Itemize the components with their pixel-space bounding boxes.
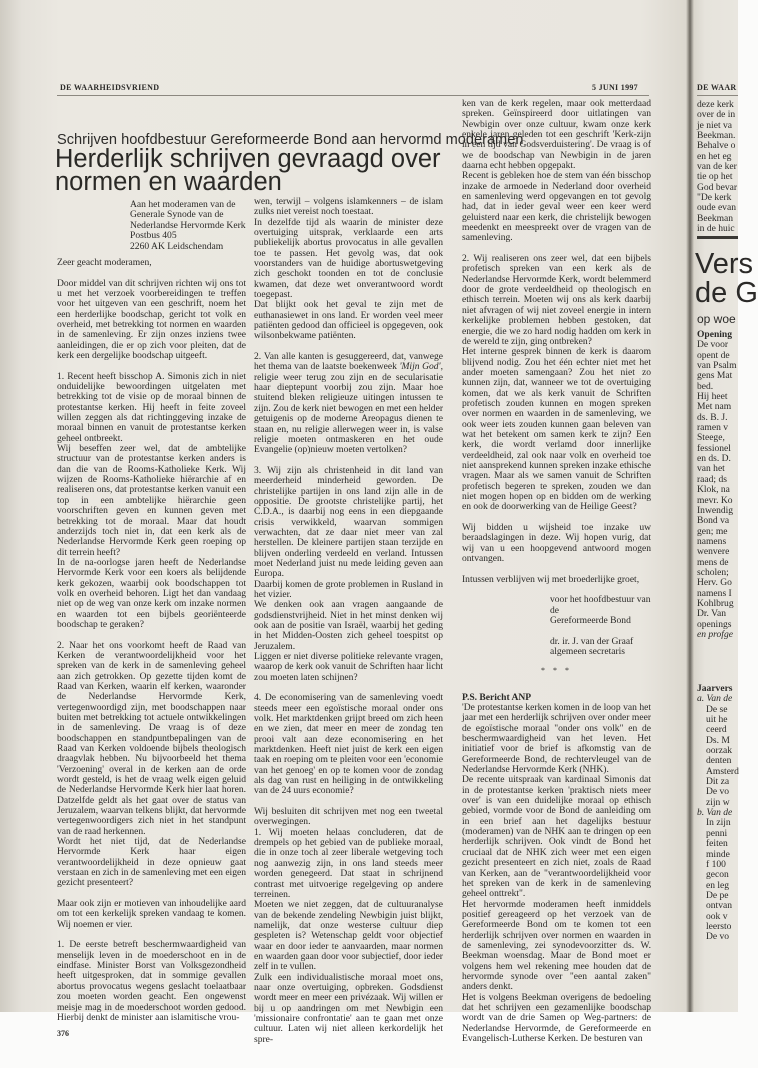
paragraph: Wordt het niet tijd, dat de Nederlandse Hervormde Kerk haar eigen verantwoordelijkheid in deze opnieuw gaat verstaan en zich in de samenleving met een eigen gezicht presenteert? <box>57 836 246 889</box>
paragraph: Het interne gesprek binnen de kerk is daarom blijvend nodig. Zou het één echter niet met het ander moeten samengaan? Zou het niet zo kunnen zijn, dat, wanneer we tot de overtuiging komen, dat we als kerk vanuit de Schriften profetisch zouden kunnen en mogen spreken over normen en waarden in de samenleving, we ook weer iets zouden kunnen gaan beleven van wat het betekent om samen kerk te zijn? Een kerk, die wordt verlamd door innerlijke verdeeldheid, zal ook naar volk en overheid toe niet aansprekend kunnen spreken inzake ethische vragen. Maar als we samen vanuit de Schriften profetisch begeren te spreken, zouden we dan niet mogen hopen op en bidden om de werking en ook de doorwerking van de Heilige Geest? <box>462 346 651 513</box>
text-line: Dit za <box>706 776 730 788</box>
text-line: Behalve o <box>697 140 736 152</box>
paragraph: In de na-oorlogse jaren heeft de Nederlandse Hervormde Kerk voor een koers als belijdende kerk gekozen, waarbij ook boodschappen tot volk en overheid behoren. Ligt het dan vandaag niet op de weg van onze kerk om inzake normen en waarden tot een bijbels georiënteerde boodschap te geraken? <box>57 556 246 630</box>
paragraph: 2. Wij realiseren ons zeer wel, dat een bijbels profetisch spreken van een kerk als de Nederlandse Hervormde Kerk, wordt belemmerd door de grote verdeeldheid op theologisch en ethisch terrein. Moeten wij ons als kerk daarbij niet afvragen of wij niet zoveel energie in intern kerkelijke problemen hebben gestoken, dat energie, die we zo hard nodig hadden om kerk in de wereld te zijn, ging ontbreken? <box>462 253 651 347</box>
text-line: Beekman. <box>697 130 736 142</box>
column-3 <box>462 99 651 1044</box>
address-line: Postbus 405 <box>130 230 177 242</box>
paragraph: Wij bidden u wijsheid toe inzake uw beraadslagingen in deze. Wij hopen vurig, dat wij van u een hoopgevend antwoord mogen ontvangen. <box>462 522 651 565</box>
text-line: gen; me <box>697 525 728 537</box>
text-line: over de in <box>697 109 736 121</box>
text-line: Klok, na <box>697 484 730 496</box>
next-page-top-text <box>697 100 738 234</box>
text-line: Ds. M <box>706 734 730 746</box>
text-line: gecon <box>706 869 729 881</box>
paragraph: ken van de kerk regelen, maar ook metterdaad spreken. Geïnspireerd door uitlatingen van Newbigin over onze cultuur, kwam onze kerk enkele jaren geleden tot een geschrift 'Kerk-zijn in een tijd van Godsverduistering'. De vraag is of we de boodschap van Newbigin in de jaren daarna echt hebben opgepakt. <box>462 98 651 172</box>
article-headline: Herderlijk schrijven gevraagd over normen en waarden <box>55 145 441 196</box>
next-page-header: DE WAAR <box>697 83 737 92</box>
text-line: mevr. Ko <box>697 494 733 506</box>
paragraph: Maar ook zijn er motieven van inhoudelijke aard om tot een kerkelijk spreken vandaag te komen. Wij noemen er vier. <box>57 898 246 930</box>
paragraph: Het hervormde moderamen heeft inmiddels positief gereageerd op het verzoek van de Gereformeerde Bond om te komen tot een herderlijk schrijven over normen en waarden in de samenleving, zei synodevoorzitter ds. W. Beekman woensdag. Maar de Bond moet er volgens hem wel rekening mee houden dat de hervormde synode over "een aantal zaken" anders denkt. <box>462 898 651 993</box>
next-header-rule <box>697 95 738 96</box>
text-line: Inwendig <box>697 504 734 516</box>
text-line: van Psalm <box>697 360 737 372</box>
address-line: Generale Synode van de <box>130 209 224 221</box>
issue-date: 5 JUNI 1997 <box>592 83 638 92</box>
paragraph: Daarbij komen de grote problemen in Rusland in het vizier. <box>254 578 443 600</box>
paragraph <box>254 352 443 455</box>
text-line: ceerd <box>706 724 727 736</box>
recipient-address <box>130 200 246 252</box>
text: , religie weer terug zou zijn en de secularisatie haar dieptepunt voorbij zou zijn. Maar hoe stuitend bleken religieuze uitingen intussen te zijn. Zou de kerk niet bewogen en met een helder getuigenis op de moderne Areopagus dienen te staan en, nu religie allerwegen weer in, is valse religie moeten ontmaskeren en het oude Evangelie (op)nieuw moeten vertolken? <box>254 361 443 456</box>
text-line: en het eg <box>697 150 732 162</box>
signature-line: voor het hoofdbestuur van de <box>550 594 651 616</box>
text-line: deze kerk <box>697 99 734 110</box>
text-line: oorzak <box>706 745 732 757</box>
next-page-opening <box>697 330 738 640</box>
text-line: gens Mat <box>697 370 733 382</box>
signature-line: Gereformeerde Bond <box>550 615 631 626</box>
paragraph: Wij besluiten dit schrijven met nog een tweetal overwegingen. <box>254 806 443 828</box>
signature-line: dr. ir. J. van der Graaf <box>550 635 634 647</box>
text-line: ramen v <box>697 422 729 434</box>
address-line: 2260 AK Leidschendam <box>130 240 224 252</box>
text-line: Bond va <box>697 515 730 527</box>
text-line: Kohlbrug <box>697 597 734 609</box>
address-line: Aan het moderamen van de <box>130 199 236 210</box>
paragraph: 'De protestantse kerken komen in de loop van het jaar met een herderlijk schrijven over onder meer de egoïstische moraal "onder ons volk" en de beschermwaardigheid van het leven. Het initiatief voor de brief is afkomstig van de Gereformeerde Bond, de rechtervleugel van de Nederlandse Hervormde Kerk (NHK). <box>462 702 651 776</box>
paragraph: Wij beseffen zeer wel, dat de ambtelijke structuur van de protestantse kerken anders is dan die van de Rooms-Katholieke Kerk. Wij wijzen de Rooms-Katholieke hiërarchie af en realiseren ons, dat protestantse kerken vanuit een top in een ambtelijke hiërarchie geen voorschriften geven en kunnen geven met betrekking tot de moraal. Maar dat houdt anderzijds toch niet in, dat een kerk als de Nederlandse Hervormde Kerk geen roeping op dit terrein heeft? <box>57 443 246 558</box>
next-page-section-rule <box>697 236 738 239</box>
ps-heading: P.S. Bericht ANP <box>462 691 532 703</box>
paragraph: Dat blijkt ook het geval te zijn met de euthanasiewet in ons land. Er worden veel meer patiënten gedood dan officieel is opgegeven, ook wilsonbekwame patiënten. <box>254 299 443 342</box>
text-line: Hij heet <box>697 391 728 403</box>
title-line: Vers <box>695 248 754 280</box>
text-line: zijn w <box>706 796 730 808</box>
text: 2. Van alle kanten is gesuggereerd, dat, vanwege het thema van de laatste boekenweek <box>254 351 443 373</box>
text-line: mens de <box>697 556 729 568</box>
signature-line: algemeen secretaris <box>550 645 626 657</box>
paragraph: Moeten we niet zeggen, dat de cultuuranalyse van de bekende zendeling Newbigin juist blijkt, namelijk, dat onze westerse cultuur diep gespleten is? Wetenschap geldt voor objectief waar en door ieder te aanvaarden, maar normen en waarden gaan door voor subjectief, door ieder zelf in te vullen. <box>254 899 443 973</box>
text-line: Steege, <box>697 432 725 444</box>
text-line: openings <box>697 618 732 630</box>
paragraph: 3. Wij zijn als christenheid in dit land van meerderheid minderheid geworden. De christelijke partijen in ons land zijn alle in de oppositie. De grootste christelijke partij, het C.D.A., is daarbij nog eens in een diepgaande crisis verwikkeld, waarvan sommigen verwachten, dat ze daar niet meer van zal herstellen. De kleinere partijen staan terzijde en blijven onderling verdeeld en verland. Intussen moet Nederland juist nu mede leiding geven aan Europa. <box>254 464 443 580</box>
article-kicker: Schrijven hoofdbestuur Gereformeerde Bond aan hervormd moderamen <box>57 132 524 148</box>
column-1 <box>57 258 246 1023</box>
section-heading: Opening <box>697 329 733 340</box>
address-line: Nederlandse Hervormde Kerk <box>130 219 246 231</box>
paragraph: We denken ook aan vragen aangaande de godsdienstvrijheid. Niet in het minst denken wij ook aan de positie van Israël, waarbij het geding in het Midden-Oosten zich geheel toespitst op Jeruzalem. <box>254 599 443 652</box>
text-line: en profge <box>697 628 733 640</box>
paragraph: Zulk een individualistische moraal moet ons, naar onze overtuiging, opbreken. Godsdienst wordt meer en meer een privézaak. Wij willen er bij u op aandringen om met Newbigin een 'missionaire confrontatie' aan te gaan met onze cultuur. Laten wij niet alleen kerkordelijk het spre- <box>254 971 443 1045</box>
paragraph: wen, terwijl – volgens islamkenners – de islam zulks niet vereist noch toestaat. <box>254 196 443 218</box>
title-line: de G <box>695 277 758 309</box>
signature-org <box>462 595 651 626</box>
text-line: De vo <box>706 931 730 943</box>
page-number: 376 <box>57 1029 69 1038</box>
section-text <box>697 705 738 808</box>
text-line: Met nam <box>697 401 732 413</box>
paragraph: 4. De economisering van de samenleving voedt steeds meer een egoïstische moraal onder ons volk. Het marktdenken grijpt breed om zich heen en we zien, dat meer en meer de zondag ten prooi valt aan deze economisering en het marktdenken. Heeft niet juist de kerk een eigen taak en roeping om te pleiten voor een 'economie van het genoeg' en op te komen voor de zondag als dag van rust en heiliging in de ontwikkeling van de 24 uurs economie? <box>254 692 443 797</box>
text-line: De se <box>706 703 728 715</box>
paragraph: 2. Naar het ons voorkomt heeft de Raad van Kerken de verantwoordelijkheid voor het spreken van de kerk in de samenleving geheel aan zich getrokken. Op gezette tijden komt de Raad van Kerken, waarin elf kerken, waaronder de Nederlandse Hervormde Kerk, vertegenwoordigd zijn, met boodschappen naar buiten met betrekking tot actuele ontwikkelingen in de samenleving. De vraag is of deze boodschappen en standpuntbepalingen van de Raad van Kerken voldoende bijbels theologisch draagvlak hebben. Nu bijvoorbeeld het thema 'Verzoening' overal in de kerken aan de orde wordt gesteld, is het de vraag welk eigen geluid de Nederlandse Hervormde Kerk hier laat horen. Datzelfde geldt als het gaat over de status van Jeruzalem, waarvan telkens blijkt, dat hervormde vertegenwoordigers zich niet in het standpunt van de raad herkennen. <box>57 639 246 837</box>
text-line: namens I <box>697 587 732 599</box>
text-line: ook v <box>706 910 728 922</box>
text-line: Amsterd <box>706 765 739 777</box>
text-line: Beekman <box>697 212 734 224</box>
column-2 <box>254 197 443 1045</box>
text-line: penni <box>706 827 728 839</box>
text-line: "De kerk <box>697 192 732 204</box>
next-page-annual-report <box>697 684 738 943</box>
text-line: oude evan <box>697 202 736 214</box>
closing: Intussen verblijven wij met broederlijke groet, <box>462 573 640 585</box>
paragraph: Door middel van dit schrijven richten wij ons tot u met het verzoek voorbereidingen te treffen voor het uitgeven van een geschrift, noem het een herderlijke boodschap, gericht tot volk en overheid, met betrekking tot normen en waarden in de samenleving. Er zijn onzes inziens twee aanleidingen, die er op zich voor pleiten, dat de kerk een dergelijke boodschap uitgeeft. <box>57 277 246 362</box>
text-line: wenvere <box>697 546 730 558</box>
paragraph: 1. Wij moeten helaas concluderen, dat de drempels op het gebied van de publieke moraal, die in onze toch al zeer liberale wetgeving toch nog aanwezig zijn, in ons land steeds meer worden genegeerd. Dat staat in schrijnend contrast met uitvoerige regelgeving op andere terreinen. <box>254 826 443 900</box>
text-line: en leg <box>706 879 730 891</box>
paragraph: 1. De eerste betreft beschermwaardigheid van menselijk leven in de moederschoot en in de eindfase. Minister Borst van Volksgezondheid heeft uitgesproken, dat in sommige gevallen abortus provocatus wegens geslacht toelaatbaar zou moeten worden geacht. Een ongewenst meisje mag in de moederschoot worden gedood. Hierbij denkt de minister aan islamitische vrou- <box>57 939 246 1023</box>
text-line: in de huic <box>697 223 735 235</box>
text-line: en ds. D. <box>697 453 731 465</box>
salutation: Zeer geacht moderamen, <box>57 257 152 268</box>
paragraph: Liggen er niet diverse politieke relevante vragen, waarop de kerk ook vanuit de Schriften haar licht zou moeten laten schijnen? <box>254 651 443 683</box>
publication-name: DE WAARHEIDSVRIEND <box>60 83 160 92</box>
text-line: De vo <box>706 786 730 798</box>
text-line: De pe <box>706 889 729 901</box>
list-item-b: b. Van de <box>697 807 733 819</box>
text-line: minde <box>706 848 730 860</box>
text-line: fessionel <box>697 442 731 454</box>
section-heading: Jaarvers <box>697 683 733 694</box>
text-line: van het <box>697 463 725 475</box>
signature-name <box>462 637 651 658</box>
book-title: 'Mijn God' <box>399 361 441 373</box>
text-line: ontvan <box>706 900 732 912</box>
text-line: van de ker <box>697 161 737 173</box>
header-rule <box>57 95 649 96</box>
paragraph: Het is volgens Beekman overigens de bedoeling dat het schrijven een gezamenlijke boodschap wordt van de drie Samen op Weg-partners: de Nederlandse Hervormde, de Gereformeerde en Evangelisch-Lutherse Kerken. De besturen van <box>462 991 651 1045</box>
text-line: namens <box>697 535 727 547</box>
paragraph: In dezelfde tijd als waarin de minister deze overtuiging uitsprak, verklaarde een arts publiekelijk abortus provocatus in alle gevallen toe te passen. Het gevolg was, dat ook voorstanders van de huidige abortuswetgeving zich geschokt toonden en tot de conclusie kwamen, dat deze wet onverantwoord wordt toegepast. <box>254 216 443 301</box>
text-line: je niet va <box>697 119 732 131</box>
text-line: In zijn <box>706 817 731 829</box>
text-line: opent de <box>697 349 730 361</box>
text-line: raad; ds <box>697 473 727 485</box>
text-line: f 100 <box>706 858 726 870</box>
paragraph: De recente uitspraak van kardinaal Simonis dat in de protestantse kerken 'praktisch niets meer over' is van een duidelijke moraal op ethisch gebied, vormde voor de Bond de aanleiding om in een brief aan het dagelijks bestuur (moderamen) van de NHK aan te dringen op een herderlijk schrijven. Ook vindt de Bond het cruciaal dat de NHK zich weer met een eigen gezicht presenteert en zich niet, zoals de Raad van Kerken, aan de "verantwoordelijkheid voor het spreken van de kerk in de samenleving geheel onttrekt". <box>462 774 651 900</box>
text-line: leersto <box>706 920 732 932</box>
text-line: De voor <box>697 339 729 351</box>
text-line: scholen; <box>697 566 729 578</box>
section-text <box>697 818 738 942</box>
next-page-title <box>695 248 758 309</box>
text-line: God bevar <box>697 181 738 193</box>
text-line: Herv. Go <box>697 577 732 589</box>
next-page-subtitle: op woe <box>697 312 736 326</box>
list-item-a: a. Van de <box>697 693 733 705</box>
paragraph: Recent is gebleken hoe de stem van één bisschop inzake de armoede in Nederland door overheid en samenleving werd opgevangen en tot gevolg had, dat in ieder geval weer een keer werd geluisterd naar een kerk, die christelijk bewogen meedenkt en meespreekt over de vragen van de samenleving. <box>462 170 651 244</box>
paragraph: 1. Recent heeft bisschop A. Simonis zich in niet onduidelijke bewoordingen uitgelaten met betrekking tot de visie op de moraal binnen de protestantse kerken. Hij heeft in feite zoveel willen zeggen als dat richtinggeving inzake de moraal binnen en vanuit de protestantse kerken geheel ontbreekt. <box>57 370 246 444</box>
separator: * * * <box>541 666 572 676</box>
section-text <box>697 340 738 630</box>
text-line: denten <box>706 755 732 767</box>
text-line: feiten <box>706 838 728 850</box>
text-line: bed. <box>697 380 714 392</box>
text-line: Dr. Van <box>697 608 726 620</box>
text-line: tie op het <box>697 171 733 183</box>
text-line: uit he <box>706 714 728 726</box>
text-line: ds. B. J. <box>697 411 728 423</box>
